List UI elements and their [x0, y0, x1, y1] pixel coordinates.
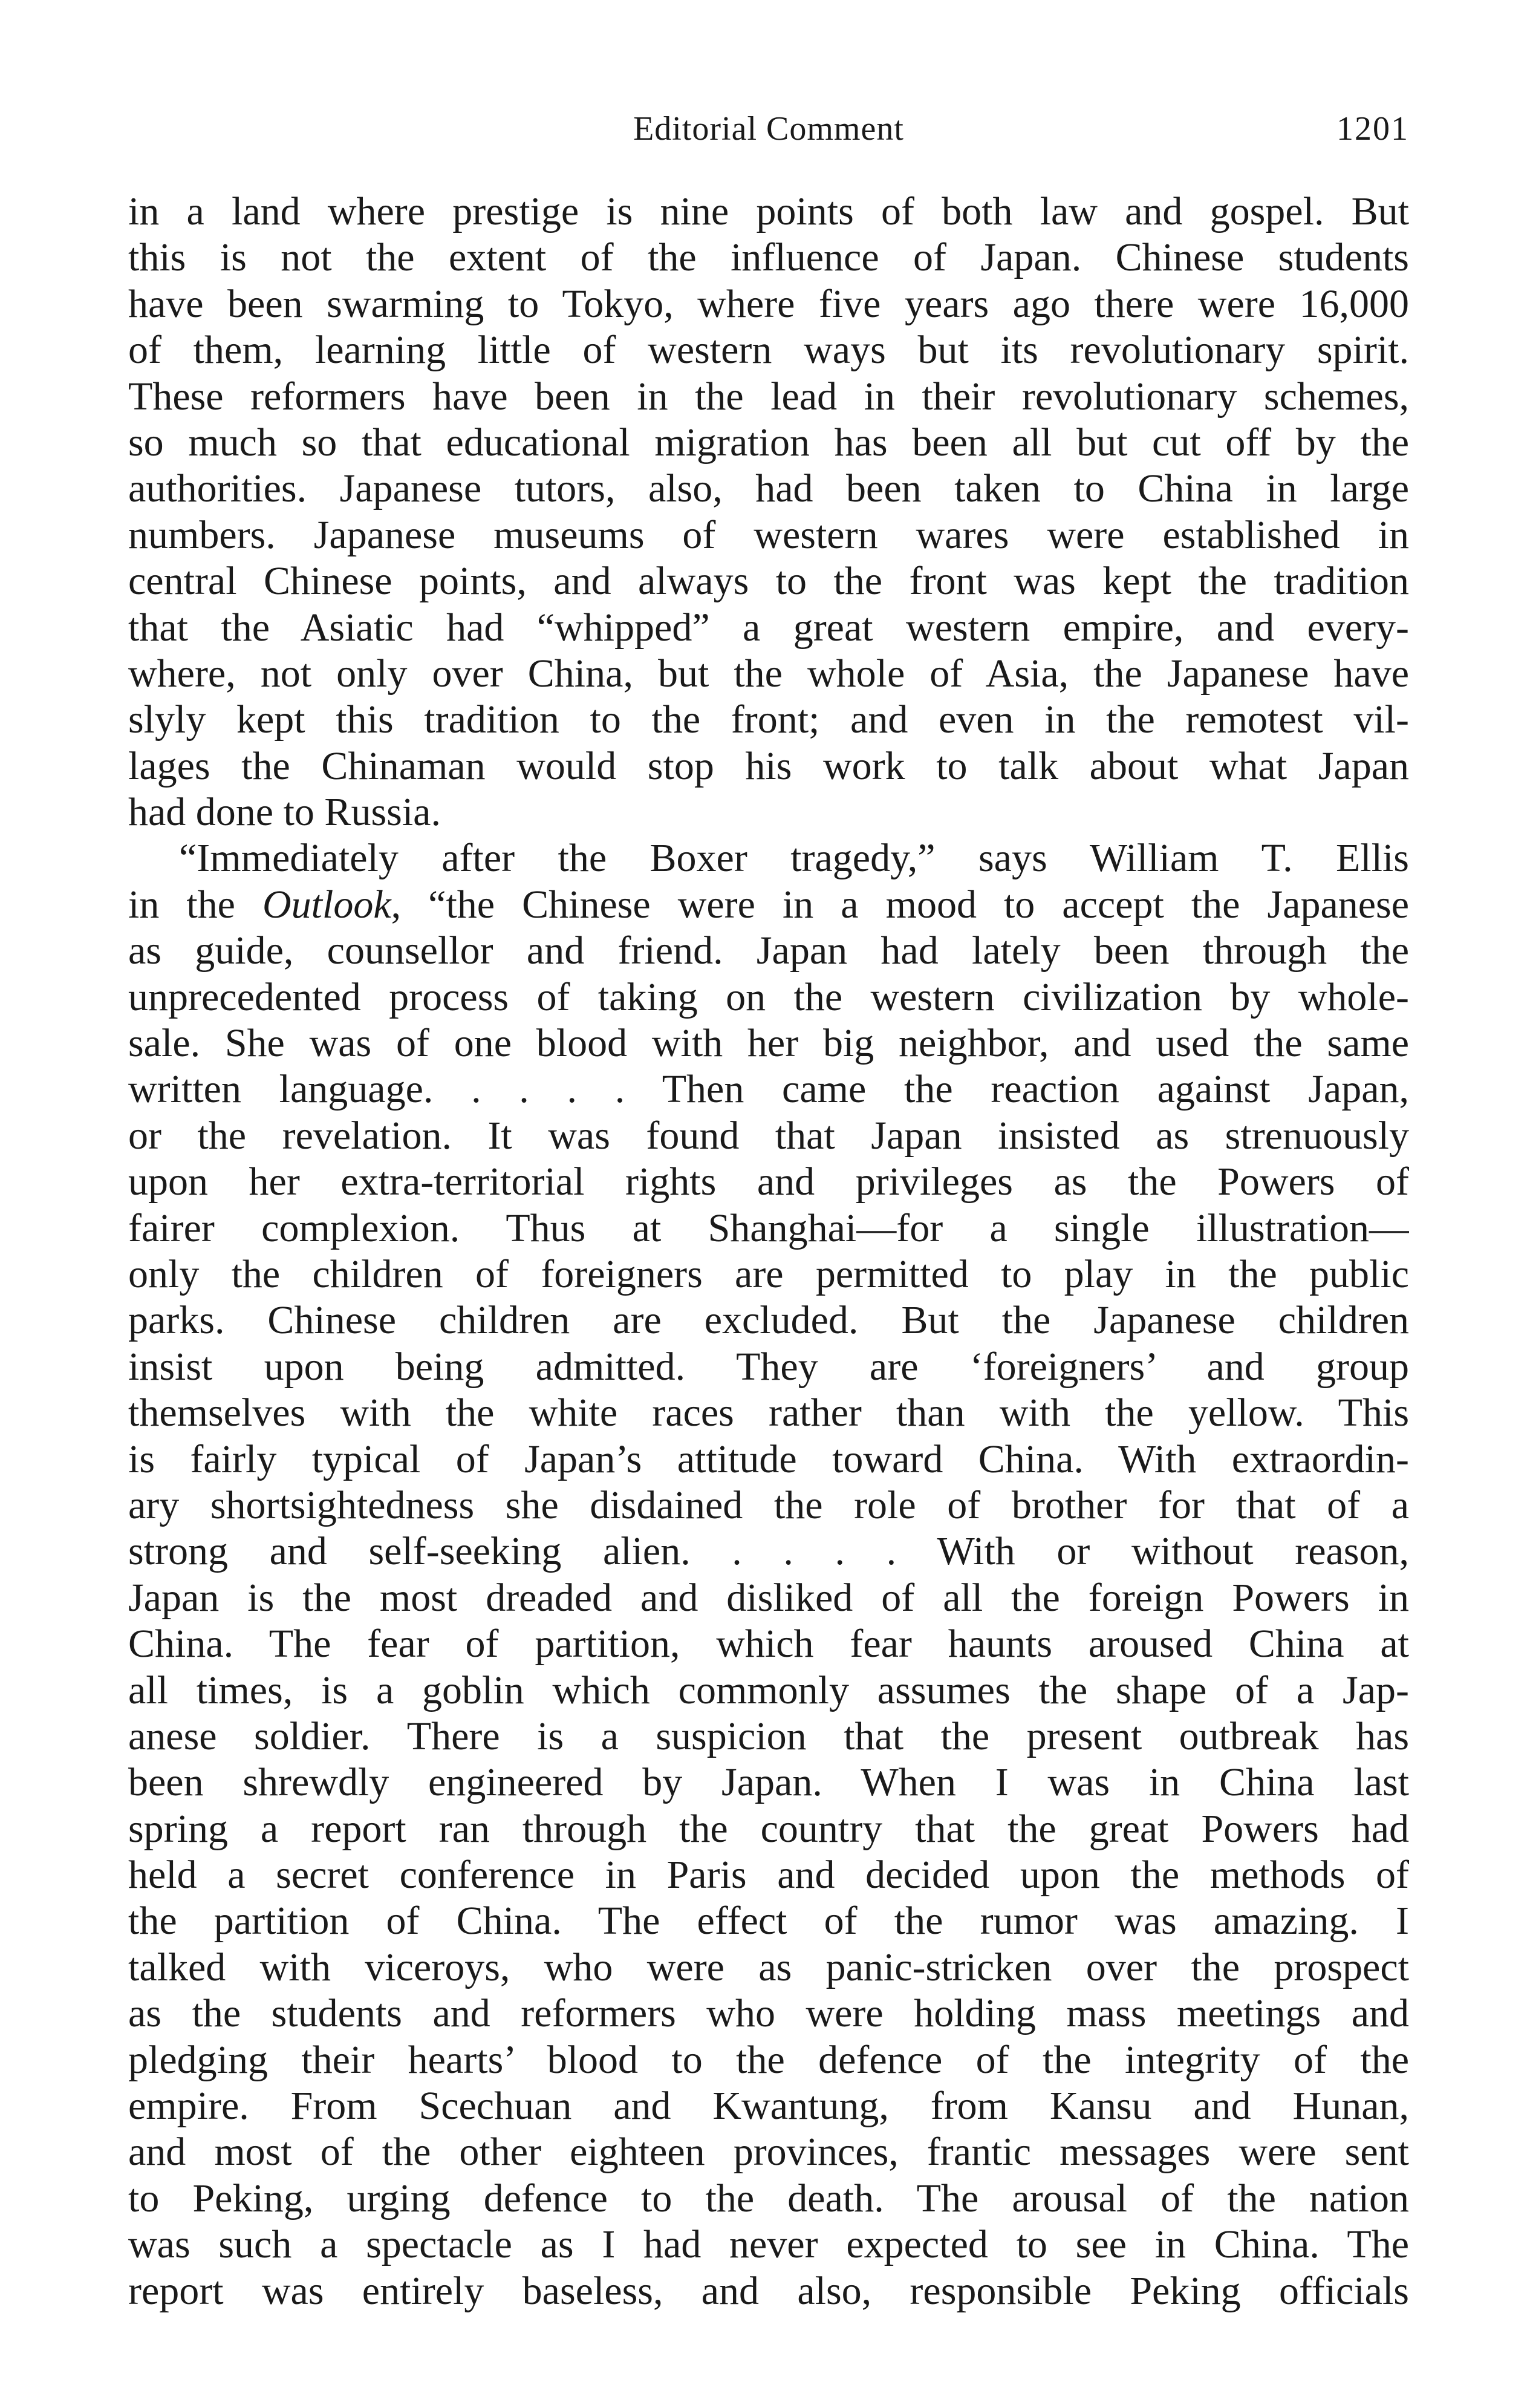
text-line: or the revelation. It was found that Japan insisted as strenuously [128, 1113, 1409, 1158]
text-line: anese soldier. There is a suspicion that the present outbreak has [128, 1714, 1409, 1758]
paragraph-end-line: had done to Russia. [128, 790, 441, 835]
text-line: upon her extra-territorial rights and privileges as the Powers of [128, 1160, 1409, 1204]
text-line: authorities. Japanese tutors, also, had been taken to China in large [128, 466, 1409, 511]
text-line: Japan is the most dreaded and disliked of all the foreign Powers in [128, 1575, 1409, 1620]
text-line: spring a report ran through the country that the great Powers had [128, 1806, 1409, 1851]
text-line: this is not the extent of the influence of Japan. Chinese students [128, 235, 1409, 280]
text-line: ary shortsightedness she disdained the role of brother for that of a [128, 1483, 1409, 1527]
text-line: China. The fear of partition, which fear haunts aroused China at [128, 1622, 1409, 1666]
text-line: been shrewdly engineered by Japan. When I was in China last [128, 1760, 1409, 1805]
running-title: Editorial Comment [633, 110, 904, 148]
text-line: sale. She was of one blood with her big neighbor, and used the same [128, 1021, 1409, 1066]
text-line: that the Asiatic had “whipped” a great western empire, and every- [128, 605, 1409, 650]
text-line: insist upon being admitted. They are ‘foreigners’ and group [128, 1344, 1409, 1389]
text-line: central Chinese points, and always to the front was kept the tradition [128, 559, 1409, 604]
text-fragment: , “the Chinese were in a mood to accept the Japanese [391, 882, 1409, 927]
text-line-with-citation [128, 882, 1409, 928]
text-line: as the students and reformers who were holding mass meetings and [128, 1991, 1409, 2036]
text-line: to Peking, urging defence to the death. The arousal of the nation [128, 2176, 1409, 2220]
text-line: and most of the other eighteen provinces, frantic messages were sent [128, 2130, 1409, 2175]
text-fragment: in the [128, 882, 235, 927]
text-line: slyly kept this tradition to the front; and even in the remotest vil- [128, 697, 1409, 742]
text-line: have been swarming to Tokyo, where five years ago there were 16,000 [128, 281, 1409, 326]
text-line: strong and self-seeking alien. . . . . With or without reason, [128, 1529, 1409, 1574]
text-line: unprecedented process of taking on the western civilization by whole- [128, 974, 1409, 1019]
text-line: pledging their hearts’ blood to the defence of the integrity of the [128, 2037, 1409, 2082]
text-line: fairer complexion. Thus at Shanghai—for a single illustration— [128, 1206, 1409, 1250]
page-number: 1201 [1336, 110, 1409, 148]
text-line: of them, learning little of western ways but its revolutionary spirit. [128, 328, 1409, 373]
text-line: all times, is a goblin which commonly assumes the shape of a Jap- [128, 1668, 1409, 1712]
text-line: empire. From Scechuan and Kwantung, from Kansu and Hunan, [128, 2084, 1409, 2129]
text-line: the partition of China. The effect of the rumor was amazing. I [128, 1899, 1409, 1943]
text-line: only the children of foreigners are permitted to play in the public [128, 1251, 1409, 1296]
text-line: talked with viceroys, who were as panic-stricken over the prospect [128, 1945, 1409, 1989]
text-line: report was entirely baseless, and also, responsible Peking officials [128, 2268, 1409, 2313]
body-text [128, 189, 1409, 2314]
paragraph-start-line: “Immediately after the Boxer tragedy,” says William T. Ellis [179, 836, 1409, 881]
text-line: is fairly typical of Japan’s attitude toward China. With extraordin- [128, 1437, 1409, 1481]
text-line: parks. Chinese children are excluded. But the Japanese children [128, 1298, 1409, 1343]
text-line: so much so that educational migration has been all but cut off by the [128, 420, 1409, 465]
text-line: written language. . . . . Then came the reaction against Japan, [128, 1067, 1409, 1112]
running-header [128, 102, 1409, 156]
text-line: held a secret conference in Paris and decided upon the methods of [128, 1853, 1409, 1897]
text-line: These reformers have been in the lead in their revolutionary schemes, [128, 374, 1409, 419]
text-line: in a land where prestige is nine points of both law and gospel. But [128, 189, 1409, 233]
text-line: lages the Chinaman would stop his work to talk about what Japan [128, 743, 1409, 788]
text-line: where, not only over China, but the whole of Asia, the Japanese have [128, 651, 1409, 696]
text-line: numbers. Japanese museums of western wares were established in [128, 512, 1409, 557]
publication-title: Outlook [262, 882, 391, 927]
text-line: themselves with the white races rather than with the yellow. This [128, 1391, 1409, 1435]
text-line: was such a spectacle as I had never expected to see in China. The [128, 2222, 1409, 2267]
text-line: as guide, counsellor and friend. Japan had lately been through the [128, 928, 1409, 973]
